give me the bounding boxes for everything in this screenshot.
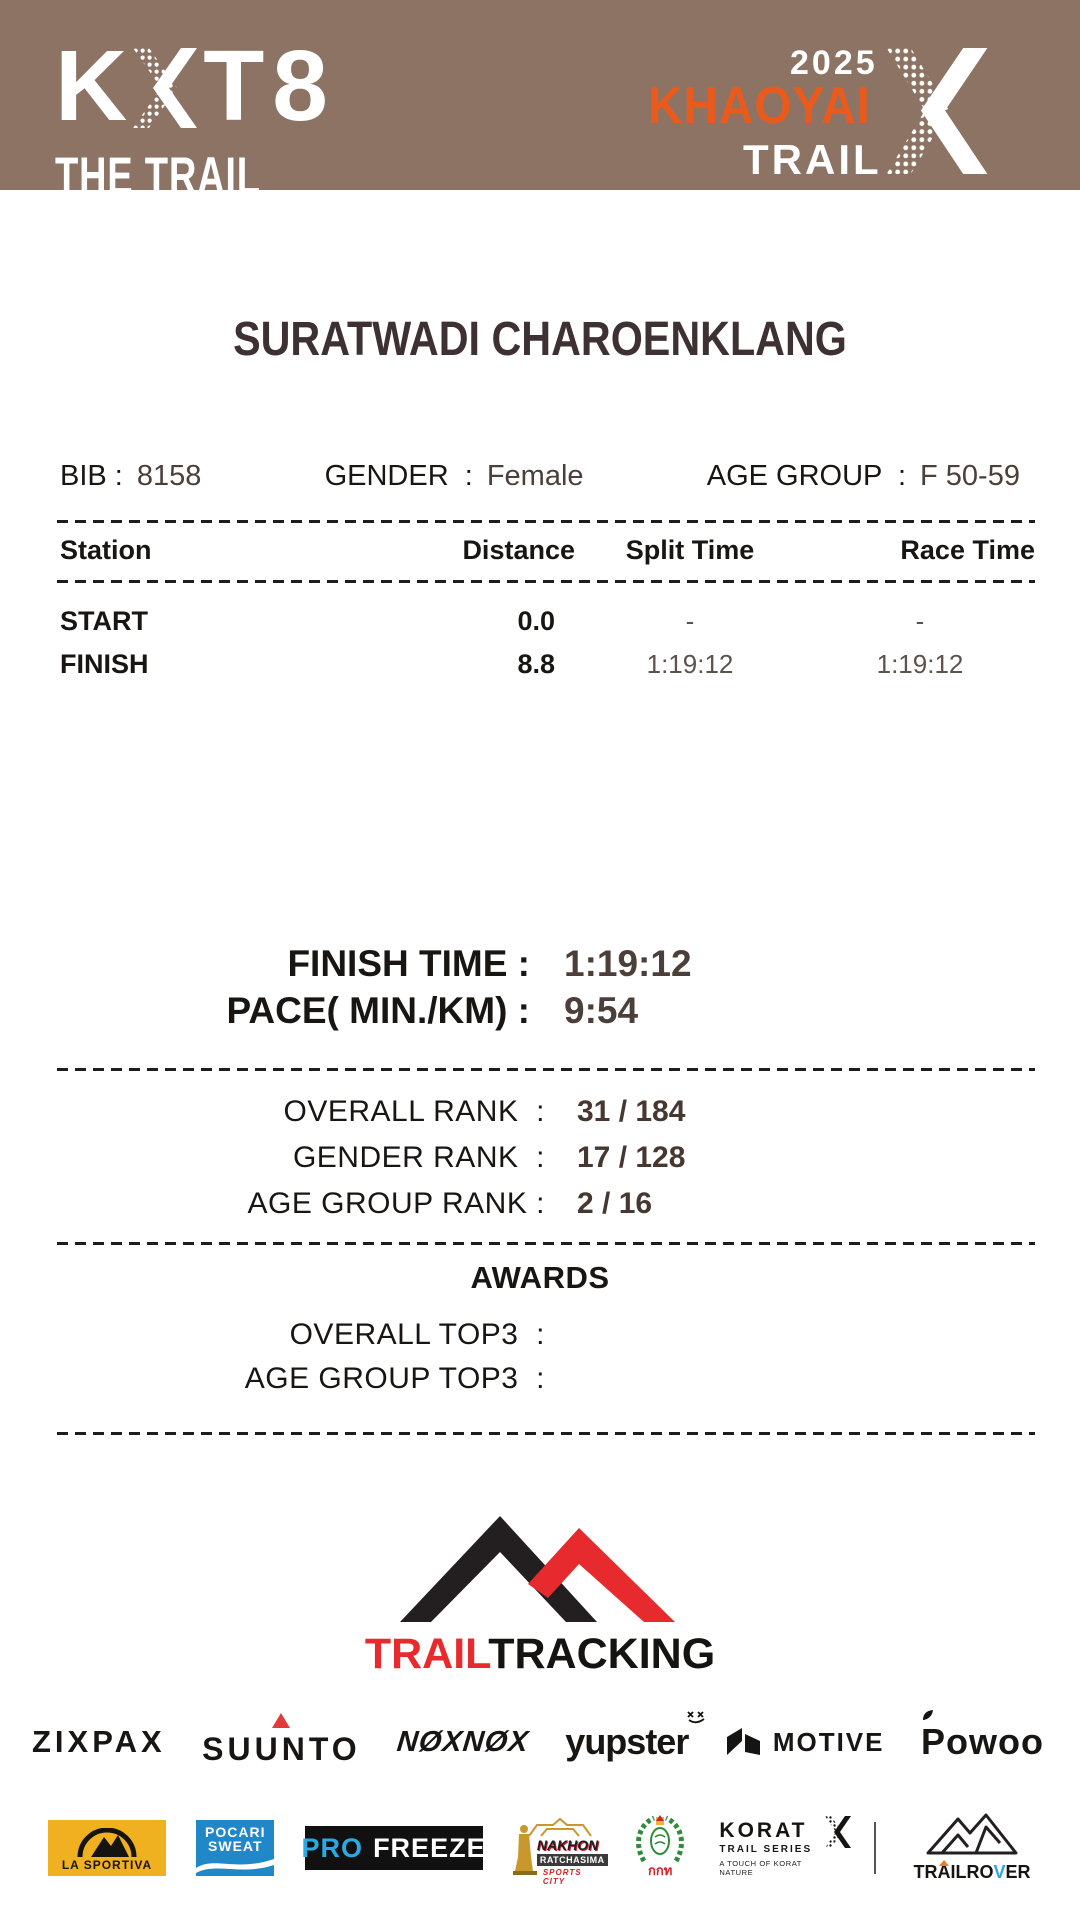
trailtracking-mountain-icon bbox=[400, 1516, 680, 1624]
gender-value: Female bbox=[486, 460, 584, 492]
station-cell: FINISH bbox=[60, 649, 149, 679]
bib-label: BIB : bbox=[60, 460, 123, 492]
age-group-group bbox=[707, 460, 1020, 493]
yupster-logo: yupster bbox=[565, 1721, 688, 1763]
pace-label: PACE( MIN./KM) : bbox=[226, 990, 530, 1031]
age-group-rank-row bbox=[60, 1187, 1035, 1221]
trailtracking-word-tracking: TRACKING bbox=[488, 1630, 716, 1678]
kxt8-t8: T8 bbox=[203, 30, 336, 142]
khaoyai-name: KHAOYAI bbox=[648, 77, 871, 135]
khaoyai-x-icon bbox=[886, 48, 988, 174]
pocari-wave-icon bbox=[196, 1854, 274, 1876]
sports-authority-emblem bbox=[631, 1815, 689, 1881]
korat-trail-series-logo: KORAT TRAIL SERIES A TOUCH OF KORAT NATURE bbox=[719, 1819, 843, 1877]
runner-info-row bbox=[60, 460, 1020, 493]
pro-freeze-logo: PRO FREEZE bbox=[305, 1826, 483, 1870]
distance-cell: 0.0 bbox=[517, 606, 555, 636]
age-group-top3-row bbox=[60, 1362, 1035, 1396]
separator bbox=[57, 520, 1035, 523]
noxnox-logo: NØXNØX bbox=[395, 1725, 531, 1758]
khaoyai-word-trail: TRAIL bbox=[743, 136, 882, 183]
khaoyai-year: 2025 bbox=[790, 44, 878, 82]
sat-thai-text: กกท bbox=[647, 1863, 673, 1878]
finish-time-label: FINISH TIME : bbox=[287, 943, 530, 984]
event-header bbox=[0, 0, 1080, 206]
pocari-sweat-logo: POCARI SWEAT bbox=[196, 1820, 274, 1876]
gender-rank-row bbox=[60, 1141, 1035, 1175]
bib-value: 8158 bbox=[136, 460, 202, 492]
sponsor-row-1 bbox=[32, 1700, 1044, 1784]
suunto-logo: SUUNTO bbox=[202, 1717, 361, 1768]
station-cell: START bbox=[60, 606, 148, 636]
finish-time-value: 1:19:12 bbox=[564, 943, 692, 984]
table-row-start bbox=[60, 606, 1035, 637]
nakhon-ratchasima-logo: NAKHON RATCHASIMA SPORTS CITY bbox=[513, 1817, 601, 1879]
overall-top3-label: OVERALL TOP3 : bbox=[289, 1318, 545, 1351]
col-split-time: Split Time bbox=[625, 535, 755, 565]
overall-top3-row bbox=[60, 1318, 1035, 1352]
trailtracking-word-trail: TRAIL bbox=[364, 1630, 489, 1678]
motive-logo: MOTIVE bbox=[725, 1727, 885, 1758]
separator bbox=[57, 1242, 1035, 1245]
gender-label: GENDER : bbox=[324, 460, 473, 492]
gender-group bbox=[325, 460, 584, 493]
trailtracking-wordmark bbox=[0, 1630, 1080, 1679]
age-group-label: AGE GROUP : bbox=[706, 460, 907, 492]
khaoyai-trail-logo bbox=[648, 44, 1038, 183]
yupster-face-icon bbox=[686, 1711, 710, 1725]
finish-time-row bbox=[60, 943, 1035, 985]
sponsor-row-2 bbox=[48, 1812, 1038, 1884]
trailrover-a-peak: A bbox=[937, 1862, 951, 1882]
distance-cell: 8.8 bbox=[517, 649, 555, 679]
powoo-logo: Powoo bbox=[921, 1721, 1044, 1763]
separator bbox=[57, 1432, 1035, 1435]
gender-rank-label: GENDER RANK : bbox=[292, 1141, 545, 1174]
col-distance: Distance bbox=[462, 535, 575, 565]
overall-rank-row bbox=[60, 1095, 1035, 1129]
trailrover-logo: TRAILROVER bbox=[906, 1813, 1038, 1883]
split-time-cell: 1:19:12 bbox=[646, 649, 734, 679]
kxt8-logo bbox=[55, 30, 341, 207]
kxt8-subtitle: THE TRAIL bbox=[55, 147, 261, 206]
splits-table-header bbox=[60, 535, 1035, 566]
sat-wreath-icon bbox=[632, 1815, 688, 1865]
age-group-rank-value: 2 / 16 bbox=[577, 1187, 653, 1220]
table-row-finish bbox=[60, 649, 1035, 680]
pace-value: 9:54 bbox=[564, 990, 639, 1031]
pace-row bbox=[60, 990, 1035, 1032]
race-time-cell: 1:19:12 bbox=[876, 649, 964, 679]
la-sportiva-mountain-icon bbox=[74, 1828, 140, 1858]
bib-group bbox=[60, 460, 201, 493]
la-sportiva-logo: LA SPORTIVA bbox=[48, 1820, 166, 1876]
separator bbox=[57, 1068, 1035, 1071]
overall-rank-value: 31 / 184 bbox=[577, 1095, 686, 1128]
age-group-top3-label: AGE GROUP TOP3 : bbox=[244, 1362, 545, 1395]
motive-chevrons-icon bbox=[725, 1728, 765, 1756]
col-station: Station bbox=[60, 535, 152, 565]
trailrover-mountains-icon bbox=[924, 1813, 1020, 1855]
gender-rank-value: 17 / 128 bbox=[577, 1141, 686, 1174]
vertical-divider bbox=[874, 1822, 876, 1874]
nakhon-statue-icon bbox=[513, 1823, 537, 1875]
zixpax-logo: ZIXPAX bbox=[32, 1724, 166, 1759]
age-group-rank-label: AGE GROUP RANK : bbox=[247, 1187, 545, 1220]
trailrover-blue-v: V bbox=[993, 1862, 1006, 1882]
separator bbox=[57, 580, 1035, 583]
race-time-cell: - bbox=[915, 606, 925, 636]
kxt8-x-icon bbox=[133, 48, 197, 128]
korat-x-icon bbox=[825, 1815, 851, 1849]
age-group-value: F 50-59 bbox=[920, 460, 1020, 492]
overall-rank-label: OVERALL RANK : bbox=[283, 1095, 545, 1128]
split-time-cell: - bbox=[685, 606, 695, 636]
awards-title: AWARDS bbox=[470, 1260, 610, 1295]
runner-name: SURATWADI CHAROENKLANG bbox=[233, 313, 847, 366]
col-race-time: Race Time bbox=[900, 535, 1035, 565]
powoo-leaf-icon bbox=[921, 1709, 939, 1721]
kxt8-k: K bbox=[55, 30, 130, 142]
suunto-triangle-icon bbox=[272, 1713, 290, 1728]
